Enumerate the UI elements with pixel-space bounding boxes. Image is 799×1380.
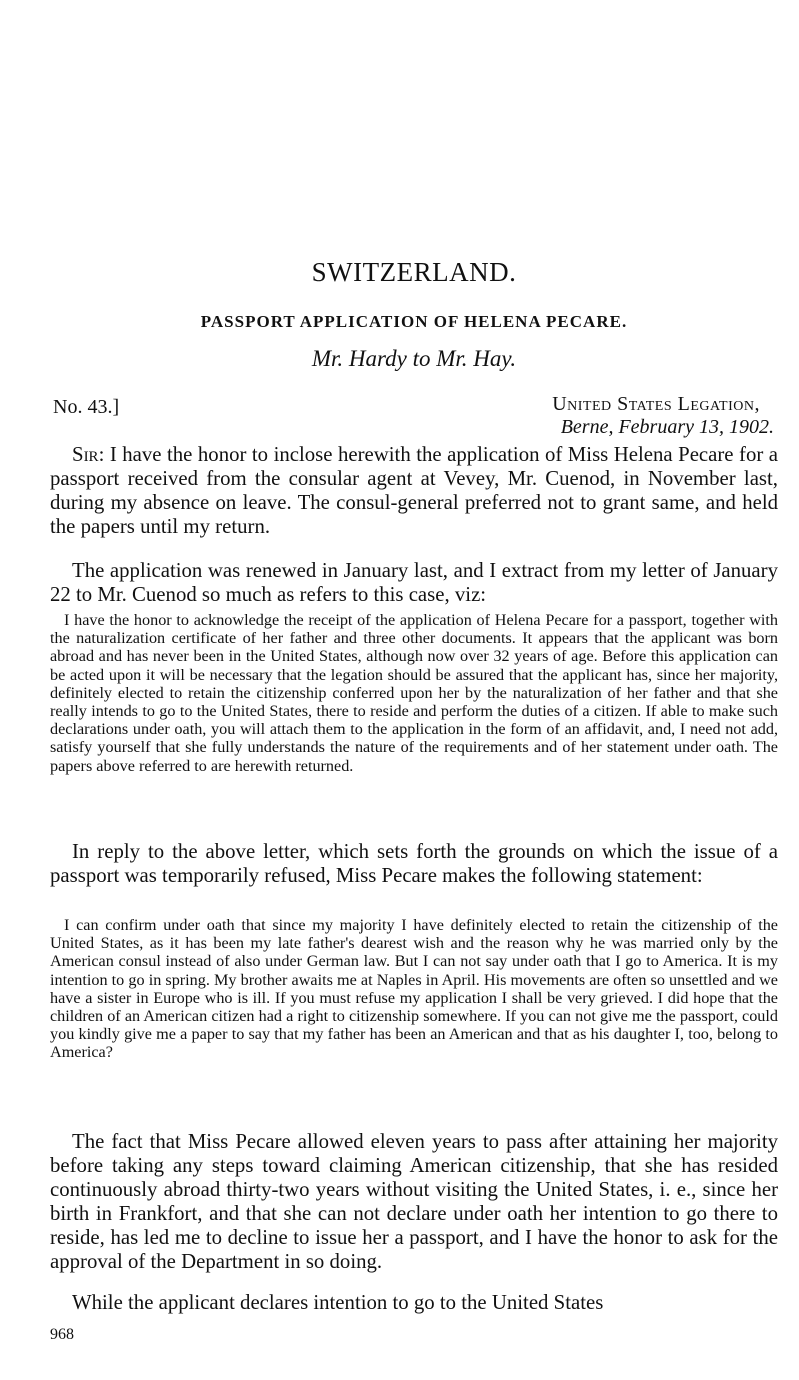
document-subtitle: PASSPORT APPLICATION OF HELENA PECARE. (200, 312, 628, 331)
paragraph-5 (50, 1291, 778, 1315)
paragraph-3 (50, 840, 778, 888)
paragraph-2 (50, 559, 778, 607)
paragraph-1 (50, 443, 778, 539)
place-date: Berne, February 13, 1902. (560, 416, 774, 438)
quoted-statement-text: I can confirm under oath that since my majority I have definitely elected to retain the citizenship of the United States, as it has been my late father's dearest wish and the reason why he was married only by the American consul instead of also under German law. But I can not say under oath that I go to America. It is my intention to go in spring. My brother awaits me at Naples in April. His movements are often so unsettled and we have a sister in Europe who is ill. If you must refuse my application I shall be very grieved. I did hope that the children of an American citizen had a right to citizenship somewhere. If you can not give me the passport, could you kindly give me a paper to say that my father has been an American and that as his daughter I, too, belong to America? (50, 916, 778, 1062)
paragraph-3-text: In reply to the above letter, which sets forth the grounds on which the issue of a passport was temporarily refused, Miss Pecare makes the following statement: (50, 840, 778, 887)
paragraph-2-text: The application was renewed in January last, and I extract from my letter of January 22 to Mr. Cuenod so much as refers to this case, viz: (50, 559, 778, 606)
paragraph-4 (50, 1130, 778, 1274)
dispatch-number: No. 43.] (53, 396, 120, 418)
quoted-statement (50, 916, 778, 1062)
paragraph-4-text: The fact that Miss Pecare allowed eleven years to pass after attaining her majority before taking any steps toward claiming American citizenship, that she has resided continuously abroad thirty-two years without visiting the United States, i. e., since her birth in Frankfort, and that she can not declare under oath her intention to go there to reside, has led me to decline to issue her a passport, and I have the honor to ask for the approval of the Department in so doing. (50, 1130, 778, 1273)
quoted-letter-text: I have the honor to acknowledge the receipt of the application of Helena Pecare for a passport, together with the naturalization certificate of her father and three other documents. It appears that the applicant was born abroad and has never been in the United States, although now over 32 years of age. Before this application can be acted upon it will be necessary that the legation should be assured that the applicant has, since her majority, definitely elected to retain the citizenship conferred upon her by the naturalization of her father and that she really intends to go to the United States, there to reside and perform the duties of a citizen. If able to make such declarations under oath, you will attach them to the application in the form of an affidavit, and, I need not add, satisfy yourself that she fully understands the nature of the requirements and of her statement under oath. The papers above referred to are herewith returned. (50, 611, 778, 775)
page-number: 968 (50, 1326, 74, 1343)
section-title: SWITZERLAND. (311, 257, 517, 287)
paragraph-5-text: While the applicant declares intention to go to the United States (72, 1291, 604, 1314)
legation-name: United States Legation, (552, 393, 760, 415)
correspondence-header: Mr. Hardy to Mr. Hay. (311, 346, 517, 371)
quoted-letter (50, 611, 778, 775)
letter-dateline (552, 393, 774, 439)
paragraph-1-text: I have the honor to inclose herewith the application of Miss Helena Pecare for a passport received from the consular agent at Vevey, Mr. Cuenod, in November last, during my absence on leave. The consul-general preferred not to grant same, and held the papers until my return. (50, 443, 778, 538)
salutation: Sir: (72, 443, 105, 466)
